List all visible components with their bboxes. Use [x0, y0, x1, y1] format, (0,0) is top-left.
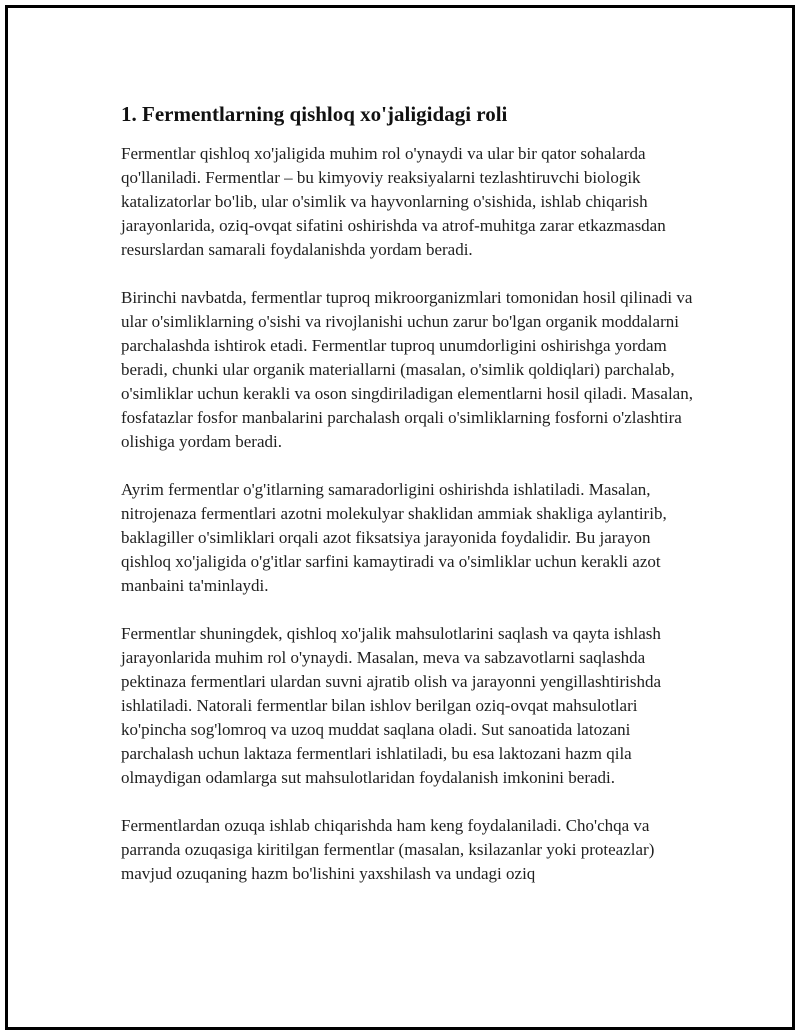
section-heading: 1. Fermentlarning qishloq xo'jaligidagi roli: [121, 102, 508, 126]
paragraph-5: Fermentlardan ozuqa ishlab chiqarishda ham keng foydalaniladi. Cho'chqa va parranda ozuqasiga kiritilgan fermentlar (masalan, ksilazanlar yoki proteazlar) mavjud ozuqaning hazm bo'lishini yaxshilash va undagi oziq: [121, 816, 655, 883]
paragraph-1: Fermentlar qishloq xo'jaligida muhim rol o'ynaydi va ular bir qator sohalarda qo'llaniladi. Fermentlar – bu kimyoviy reaksiyalarni tezlashtiruvchi biologik katalizatorlar bo'lib, ular o'simlik va hayvonlarning o'sishida, ishlab chiqarish jarayonlarida, oziq-ovqat sifatini oshirishda va atrof-muhitga zarar etkazmasdan resurslardan samarali foydalanishda yordam beradi.: [121, 144, 666, 259]
paragraph-3: Ayrim fermentlar o'g'itlarning samaradorligini oshirishda ishlatiladi. Masalan, nitrojenaza fermentlari azotni molekulyar shaklidan ammiak shakliga aylantirib, baklagiller o'simliklari orqali azot fiksatsiya jarayonida foydalidir. Bu jarayon qishloq xo'jaligida o'g'itlar sarfini kamaytiradi va o'simliklar uchun kerakli azot manbaini ta'minlaydi.: [121, 480, 667, 595]
paragraph-2: Birinchi navbatda, fermentlar tuproq mikroorganizmlari tomonidan hosil qilinadi va ular o'simliklarning o'sishi va rivojlanishi uchun zarur bo'lgan organik moddalarni parchalashda ishtirok etadi. Fermentlar tuproq unumdorligini oshirishga yordam beradi, chunki ular organik materiallarni (masalan, o'simlik qoldiqlari) parchalab, o'simliklar uchun kerakli va oson singdiriladigan elementlarni hosil qiladi. Masalan, fosfatazlar fosfor manbalarini parchalash orqali o'simliklarning fosforni o'zlashtira olishiga yordam beradi.: [121, 288, 693, 451]
document-body: [121, 100, 701, 910]
paragraph-4: Fermentlar shuningdek, qishloq xo'jalik mahsulotlarini saqlash va qayta ishlash jarayonlarida muhim rol o'ynaydi. Masalan, meva va sabzavotlarni saqlashda pektinaza fermentlari ulardan suvni ajratib olish va jarayonni yengillashtirishda ishlatiladi. Natorali fermentlar bilan ishlov berilgan oziq-ovqat mahsulotlari ko'pincha sog'lomroq va uzoq muddat saqlana oladi. Sut sanoatida latozani parchalash uchun laktaza fermentlari ishlatiladi, bu esa laktozani hazm qila olmaydigan odamlarga sut mahsulotlaridan foydalanish imkonini beradi.: [121, 624, 662, 787]
page-frame: [5, 5, 795, 1030]
